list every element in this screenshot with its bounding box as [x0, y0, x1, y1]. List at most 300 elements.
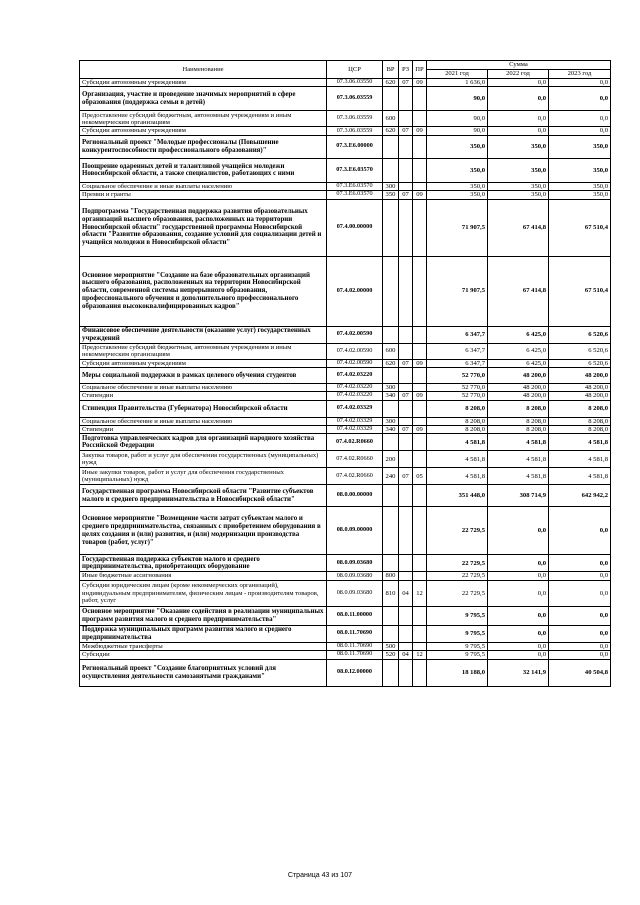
cell-rz: 04 — [399, 580, 413, 606]
cell-pr — [413, 507, 427, 555]
cell-name: Межбюджетные трансферты — [80, 642, 327, 650]
cell-pr: 09 — [413, 359, 427, 367]
table-row — [80, 400, 611, 417]
cell-2022: 48 200,0 — [488, 367, 549, 383]
cell-name: Предоставление субсидий бюджетным, автономным учреждениям и иным некоммерческим организациям — [80, 343, 327, 359]
cell-2021: 6 347,7 — [427, 343, 488, 359]
cell-pr — [413, 367, 427, 383]
cell-2022: 8 208,0 — [488, 426, 549, 434]
cell-rz — [399, 367, 413, 383]
cell-2021: 90,0 — [427, 111, 488, 127]
cell-rz — [399, 111, 413, 127]
cell-2021: 9 795,5 — [427, 651, 488, 659]
cell-pr: 09 — [413, 127, 427, 135]
cell-pr — [413, 343, 427, 359]
table-row — [80, 651, 611, 659]
col-header-csr: ЦСР — [327, 61, 383, 79]
cell-csr: 07.4.02.00590 — [327, 359, 383, 367]
cell-vr: 620 — [383, 359, 399, 367]
cell-2023: 67 510,4 — [549, 199, 611, 256]
cell-2021: 4 581,8 — [427, 468, 488, 485]
cell-2023: 0,0 — [549, 507, 611, 555]
cell-name: Государственная поддержка субъектов малого и среднего предпринимательства, приобретающих оборудование — [80, 555, 327, 572]
cell-csr: 08.0.I2.00000 — [327, 659, 383, 686]
cell-vr — [383, 434, 399, 451]
cell-rz: 04 — [399, 651, 413, 659]
cell-vr: 200 — [383, 451, 399, 468]
cell-rz — [399, 158, 413, 182]
col-header-2021: 2021 год — [427, 70, 488, 79]
cell-name: Иные закупки товаров, работ и услуг для обеспечения государственных (муниципальных) нужд — [80, 468, 327, 485]
table-row — [80, 383, 611, 391]
cell-csr: 07.4.02.R0660 — [327, 451, 383, 468]
cell-csr: 07.4.02.03220 — [327, 367, 383, 383]
cell-2023: 8 208,0 — [549, 426, 611, 434]
cell-rz: 07 — [399, 468, 413, 485]
cell-name: Субсидии автономным учреждениям — [80, 127, 327, 135]
cell-2022: 0,0 — [488, 642, 549, 650]
col-header-2023: 2023 год — [549, 70, 611, 79]
cell-2022: 6 425,0 — [488, 359, 549, 367]
cell-2021: 350,0 — [427, 191, 488, 199]
cell-2022: 32 141,9 — [488, 659, 549, 686]
cell-pr — [413, 400, 427, 417]
cell-2022: 0,0 — [488, 555, 549, 572]
cell-pr — [413, 606, 427, 625]
cell-name: Субсидии юридическим лицам (кроме некоммерческих организаций), индивидуальным предпринимателям, физическим лицам - производителям товаров, работ, услуг — [80, 580, 327, 606]
cell-rz — [399, 383, 413, 391]
cell-csr: 07.4.02.03220 — [327, 383, 383, 391]
cell-pr — [413, 87, 427, 111]
cell-pr — [413, 659, 427, 686]
table-row — [80, 367, 611, 383]
cell-pr: 12 — [413, 580, 427, 606]
table-row — [80, 392, 611, 400]
table-row — [80, 426, 611, 434]
cell-2021: 90,0 — [427, 127, 488, 135]
cell-vr — [383, 555, 399, 572]
table-row — [80, 182, 611, 190]
cell-pr — [413, 417, 427, 425]
cell-rz — [399, 199, 413, 256]
cell-2021: 8 208,0 — [427, 400, 488, 417]
cell-2022: 67 414,8 — [488, 256, 549, 326]
cell-csr: 07.4.00.00000 — [327, 199, 383, 256]
table-row — [80, 572, 611, 580]
table-row — [80, 555, 611, 572]
cell-csr: 08.0.09.03680 — [327, 555, 383, 572]
cell-name: Стипендия Правительства (Губернатора) Новосибирской области — [80, 400, 327, 417]
cell-2021: 4 581,8 — [427, 434, 488, 451]
cell-2022: 4 581,8 — [488, 451, 549, 468]
cell-name: Закупка товаров, работ и услуг для обеспечения государственных (муниципальных) нужд — [80, 451, 327, 468]
cell-2023: 8 208,0 — [549, 417, 611, 425]
cell-vr — [383, 87, 399, 111]
cell-csr: 07.4.02.R0660 — [327, 434, 383, 451]
cell-2022: 48 200,0 — [488, 383, 549, 391]
cell-2021: 90,0 — [427, 87, 488, 111]
cell-csr: 07.3.06.03559 — [327, 87, 383, 111]
cell-vr: 520 — [383, 651, 399, 659]
cell-2023: 350,0 — [549, 191, 611, 199]
table-row — [80, 417, 611, 425]
cell-2023: 6 520,6 — [549, 326, 611, 343]
cell-vr — [383, 326, 399, 343]
col-header-name: Наименование — [80, 61, 327, 79]
cell-pr — [413, 485, 427, 507]
cell-csr: 07.3.Е6.00000 — [327, 135, 383, 158]
cell-csr: 07.3.Е6.03570 — [327, 191, 383, 199]
cell-2021: 52 770,0 — [427, 392, 488, 400]
cell-2023: 4 581,8 — [549, 468, 611, 485]
cell-csr: 08.0.11.70690 — [327, 651, 383, 659]
table-row — [80, 343, 611, 359]
cell-rz — [399, 256, 413, 326]
cell-vr: 600 — [383, 111, 399, 127]
cell-2021: 350,0 — [427, 158, 488, 182]
cell-rz: 07 — [399, 127, 413, 135]
cell-name: Социальное обеспечение и иные выплаты населению — [80, 417, 327, 425]
table-row — [80, 434, 611, 451]
cell-rz — [399, 326, 413, 343]
cell-csr: 08.0.11.00000 — [327, 606, 383, 625]
cell-csr: 07.3.06.03559 — [327, 127, 383, 135]
cell-2023: 48 200,0 — [549, 383, 611, 391]
cell-2022: 0,0 — [488, 625, 549, 642]
cell-csr: 07.4.02.03220 — [327, 392, 383, 400]
budget-table-page — [79, 60, 610, 687]
cell-rz: 07 — [399, 191, 413, 199]
cell-2021: 4 581,8 — [427, 451, 488, 468]
cell-2021: 52 770,0 — [427, 383, 488, 391]
cell-2022: 0,0 — [488, 651, 549, 659]
cell-name: Государственная программа Новосибирской области "Развитие субъектов малого и среднего предпринимательства в Новосибирской области" — [80, 485, 327, 507]
col-header-pr: ПР — [413, 61, 427, 79]
cell-2023: 0,0 — [549, 625, 611, 642]
cell-vr — [383, 199, 399, 256]
table-row — [80, 256, 611, 326]
cell-name: Поддержка муниципальных программ развития малого и среднего предпринимательства — [80, 625, 327, 642]
cell-2023: 0,0 — [549, 555, 611, 572]
cell-rz — [399, 485, 413, 507]
cell-name: Субсидии — [80, 651, 327, 659]
budget-table — [79, 60, 611, 687]
cell-2023: 0,0 — [549, 606, 611, 625]
table-row — [80, 642, 611, 650]
cell-rz — [399, 135, 413, 158]
cell-2023: 4 581,8 — [549, 451, 611, 468]
cell-pr — [413, 326, 427, 343]
cell-rz: 07 — [399, 426, 413, 434]
cell-2022: 350,0 — [488, 158, 549, 182]
table-row — [80, 507, 611, 555]
table-row — [80, 191, 611, 199]
table-row — [80, 625, 611, 642]
cell-csr: 08.0.11.70690 — [327, 642, 383, 650]
cell-vr: 810 — [383, 580, 399, 606]
cell-2021: 18 188,0 — [427, 659, 488, 686]
col-header-rz: РЗ — [399, 61, 413, 79]
cell-vr — [383, 507, 399, 555]
cell-csr: 07.4.02.00590 — [327, 326, 383, 343]
cell-csr: 08.0.09.03680 — [327, 580, 383, 606]
cell-name: Подпрограмма "Государственная поддержка развития образовательных организаций высшего образования, расположенных на территории Новосибирской области" государственной программы Новосибирской области "Развитие образования, создание условий для социализации детей и учащейся молодежи в Новосибирской области" — [80, 199, 327, 256]
cell-name: Организация, участие и проведение значимых мероприятий в сфере образования (поддержка семьи в детей) — [80, 87, 327, 111]
cell-name: Иные бюджетные ассигнования — [80, 572, 327, 580]
cell-name: Региональный проект "Создание благоприятных условий для осуществления деятельности самозанятыми гражданами" — [80, 659, 327, 686]
cell-rz: 07 — [399, 392, 413, 400]
table-row — [80, 606, 611, 625]
cell-csr: 07.4.02.03329 — [327, 417, 383, 425]
cell-2021: 1 636,0 — [427, 79, 488, 87]
cell-vr — [383, 659, 399, 686]
cell-2022: 8 208,0 — [488, 417, 549, 425]
cell-2021: 350,0 — [427, 182, 488, 190]
cell-vr — [383, 400, 399, 417]
cell-2022: 4 581,8 — [488, 468, 549, 485]
cell-2023: 0,0 — [549, 642, 611, 650]
cell-pr — [413, 572, 427, 580]
cell-2023: 0,0 — [549, 111, 611, 127]
table-row — [80, 79, 611, 87]
cell-pr: 12 — [413, 651, 427, 659]
table-row — [80, 485, 611, 507]
cell-pr — [413, 555, 427, 572]
cell-rz: 07 — [399, 79, 413, 87]
cell-2021: 9 795,5 — [427, 642, 488, 650]
cell-csr: 07.4.02.03329 — [327, 400, 383, 417]
col-header-sum: Сумма — [427, 61, 611, 70]
cell-rz — [399, 451, 413, 468]
cell-name: Поощрение одаренных детей и талантливой учащейся молодежи Новосибирской области, а также специалистов, работающих с ними — [80, 158, 327, 182]
cell-vr: 340 — [383, 392, 399, 400]
cell-name: Социальное обеспечение и иные выплаты населению — [80, 383, 327, 391]
cell-csr: 08.0.11.70690 — [327, 625, 383, 642]
cell-2021: 22 729,5 — [427, 572, 488, 580]
cell-name: Стипендии — [80, 426, 327, 434]
cell-name: Стипендии — [80, 392, 327, 400]
cell-pr: 09 — [413, 191, 427, 199]
cell-rz — [399, 434, 413, 451]
cell-2022: 350,0 — [488, 135, 549, 158]
cell-vr: 500 — [383, 642, 399, 650]
table-row — [80, 659, 611, 686]
cell-csr: 07.3.Е6.03570 — [327, 182, 383, 190]
cell-2023: 0,0 — [549, 580, 611, 606]
cell-2023: 6 520,6 — [549, 343, 611, 359]
cell-rz — [399, 555, 413, 572]
cell-rz — [399, 417, 413, 425]
cell-vr — [383, 625, 399, 642]
cell-2021: 22 729,5 — [427, 507, 488, 555]
cell-name: Региональный проект "Молодые профессионалы (Повышение конкурентоспособности профессионального образования)" — [80, 135, 327, 158]
cell-vr: 300 — [383, 182, 399, 190]
cell-pr — [413, 199, 427, 256]
cell-vr: 300 — [383, 383, 399, 391]
cell-name: Субсидии автономным учреждениям — [80, 359, 327, 367]
cell-2023: 40 504,8 — [549, 659, 611, 686]
cell-2023: 4 581,8 — [549, 434, 611, 451]
cell-rz — [399, 625, 413, 642]
cell-name: Основное мероприятие "Возмещение части затрат субъектам малого и среднего предпринимательства, связанных с приобретением оборудования в целях создания и (или) развития, и (или) модернизации производства товаров (работ, услуг)" — [80, 507, 327, 555]
table-row — [80, 158, 611, 182]
cell-vr: 800 — [383, 572, 399, 580]
cell-2021: 351 448,0 — [427, 485, 488, 507]
cell-vr — [383, 606, 399, 625]
cell-pr — [413, 256, 427, 326]
cell-name: Меры социальной поддержки в рамках целевого обучения студентов — [80, 367, 327, 383]
cell-2022: 0,0 — [488, 580, 549, 606]
cell-2021: 6 347,7 — [427, 326, 488, 343]
table-row — [80, 111, 611, 127]
table-row — [80, 580, 611, 606]
cell-csr: 08.0.09.00000 — [327, 507, 383, 555]
cell-csr: 07.4.02.00590 — [327, 343, 383, 359]
cell-rz — [399, 343, 413, 359]
cell-vr: 620 — [383, 79, 399, 87]
cell-2021: 8 208,0 — [427, 426, 488, 434]
cell-2022: 0,0 — [488, 606, 549, 625]
cell-2021: 6 347,7 — [427, 359, 488, 367]
cell-name: Подготовка управленческих кадров для организаций народного хозяйства Российской Федерации — [80, 434, 327, 451]
cell-vr: 620 — [383, 127, 399, 135]
cell-2022: 350,0 — [488, 191, 549, 199]
cell-vr — [383, 135, 399, 158]
cell-rz — [399, 642, 413, 650]
table-row — [80, 199, 611, 256]
table-row — [80, 127, 611, 135]
cell-2023: 48 200,0 — [549, 367, 611, 383]
col-header-vr: ВР — [383, 61, 399, 79]
cell-2023: 350,0 — [549, 182, 611, 190]
cell-rz — [399, 507, 413, 555]
cell-2022: 8 208,0 — [488, 400, 549, 417]
cell-name: Социальное обеспечение и иные выплаты населению — [80, 182, 327, 190]
cell-rz — [399, 659, 413, 686]
cell-pr: 09 — [413, 392, 427, 400]
table-row — [80, 359, 611, 367]
cell-2023: 6 520,6 — [549, 359, 611, 367]
cell-pr — [413, 111, 427, 127]
table-body — [80, 79, 611, 687]
cell-csr: 07.4.02.R0660 — [327, 468, 383, 485]
cell-2023: 67 510,4 — [549, 256, 611, 326]
cell-csr: 07.3.06.03550 — [327, 79, 383, 87]
cell-name: Премии и гранты — [80, 191, 327, 199]
table-row — [80, 135, 611, 158]
cell-csr: 07.3.06.03559 — [327, 111, 383, 127]
cell-2023: 48 200,0 — [549, 392, 611, 400]
cell-2022: 0,0 — [488, 127, 549, 135]
cell-2022: 67 414,8 — [488, 199, 549, 256]
cell-2021: 8 208,0 — [427, 417, 488, 425]
cell-pr — [413, 434, 427, 451]
cell-rz — [399, 606, 413, 625]
cell-pr — [413, 642, 427, 650]
cell-vr: 300 — [383, 417, 399, 425]
cell-vr: 350 — [383, 191, 399, 199]
cell-2021: 22 729,5 — [427, 580, 488, 606]
cell-2021: 71 907,5 — [427, 256, 488, 326]
cell-name: Основное мероприятие "Оказание содействия в реализации муниципальных программ развития малого и среднего предпринимательства" — [80, 606, 327, 625]
col-header-2022: 2022 год — [488, 70, 549, 79]
cell-rz — [399, 87, 413, 111]
cell-2022: 4 581,8 — [488, 434, 549, 451]
cell-2022: 6 425,0 — [488, 343, 549, 359]
cell-vr: 600 — [383, 343, 399, 359]
cell-csr: 07.3.Е6.03570 — [327, 158, 383, 182]
cell-2023: 0,0 — [549, 127, 611, 135]
cell-2023: 350,0 — [549, 135, 611, 158]
cell-2022: 0,0 — [488, 111, 549, 127]
cell-pr: 09 — [413, 426, 427, 434]
cell-2023: 0,0 — [549, 572, 611, 580]
cell-csr: 07.4.02.03329 — [327, 426, 383, 434]
cell-2023: 350,0 — [549, 158, 611, 182]
cell-rz: 07 — [399, 359, 413, 367]
cell-rz — [399, 400, 413, 417]
cell-rz — [399, 182, 413, 190]
cell-csr: 07.4.02.00000 — [327, 256, 383, 326]
cell-2022: 350,0 — [488, 182, 549, 190]
table-row — [80, 87, 611, 111]
cell-2023: 0,0 — [549, 87, 611, 111]
cell-rz — [399, 572, 413, 580]
table-row — [80, 468, 611, 485]
cell-vr — [383, 367, 399, 383]
cell-2021: 71 907,5 — [427, 199, 488, 256]
cell-2023: 642 942,2 — [549, 485, 611, 507]
cell-vr: 340 — [383, 426, 399, 434]
cell-csr: 08.0.00.00000 — [327, 485, 383, 507]
cell-pr — [413, 135, 427, 158]
cell-2021: 52 770,0 — [427, 367, 488, 383]
cell-2022: 0,0 — [488, 507, 549, 555]
cell-2021: 9 795,5 — [427, 606, 488, 625]
cell-pr: 09 — [413, 79, 427, 87]
cell-2023: 0,0 — [549, 651, 611, 659]
cell-pr — [413, 383, 427, 391]
cell-pr: 05 — [413, 468, 427, 485]
table-row — [80, 326, 611, 343]
cell-vr — [383, 158, 399, 182]
cell-2021: 22 729,5 — [427, 555, 488, 572]
cell-2022: 0,0 — [488, 572, 549, 580]
cell-name: Основное мероприятие "Создание на базе образовательных организаций высшего образования, расположенных на территории Новосибирской области, современной системы непрерывного образования, профессионального обучения и дополнительного профессионального образования высококвалифицированных кадров" — [80, 256, 327, 326]
cell-csr: 08.0.09.03680 — [327, 572, 383, 580]
cell-pr — [413, 158, 427, 182]
cell-name: Финансовое обеспечение деятельности (оказание услуг) государственных учреждений — [80, 326, 327, 343]
cell-2023: 8 208,0 — [549, 400, 611, 417]
cell-2022: 6 425,0 — [488, 326, 549, 343]
cell-vr: 240 — [383, 468, 399, 485]
table-row — [80, 451, 611, 468]
cell-2022: 48 200,0 — [488, 392, 549, 400]
cell-2022: 0,0 — [488, 79, 549, 87]
cell-2021: 350,0 — [427, 135, 488, 158]
cell-pr — [413, 625, 427, 642]
cell-2022: 0,0 — [488, 87, 549, 111]
cell-name: Субсидии автономным учреждениям — [80, 79, 327, 87]
cell-2022: 308 714,9 — [488, 485, 549, 507]
cell-2023: 0,0 — [549, 79, 611, 87]
page-number-footer: Страница 43 из 107 — [287, 872, 353, 879]
cell-vr — [383, 485, 399, 507]
cell-vr — [383, 256, 399, 326]
cell-pr — [413, 182, 427, 190]
cell-pr — [413, 451, 427, 468]
cell-name: Предоставление субсидий бюджетным, автономным учреждениям и иным некоммерческим организациям — [80, 111, 327, 127]
